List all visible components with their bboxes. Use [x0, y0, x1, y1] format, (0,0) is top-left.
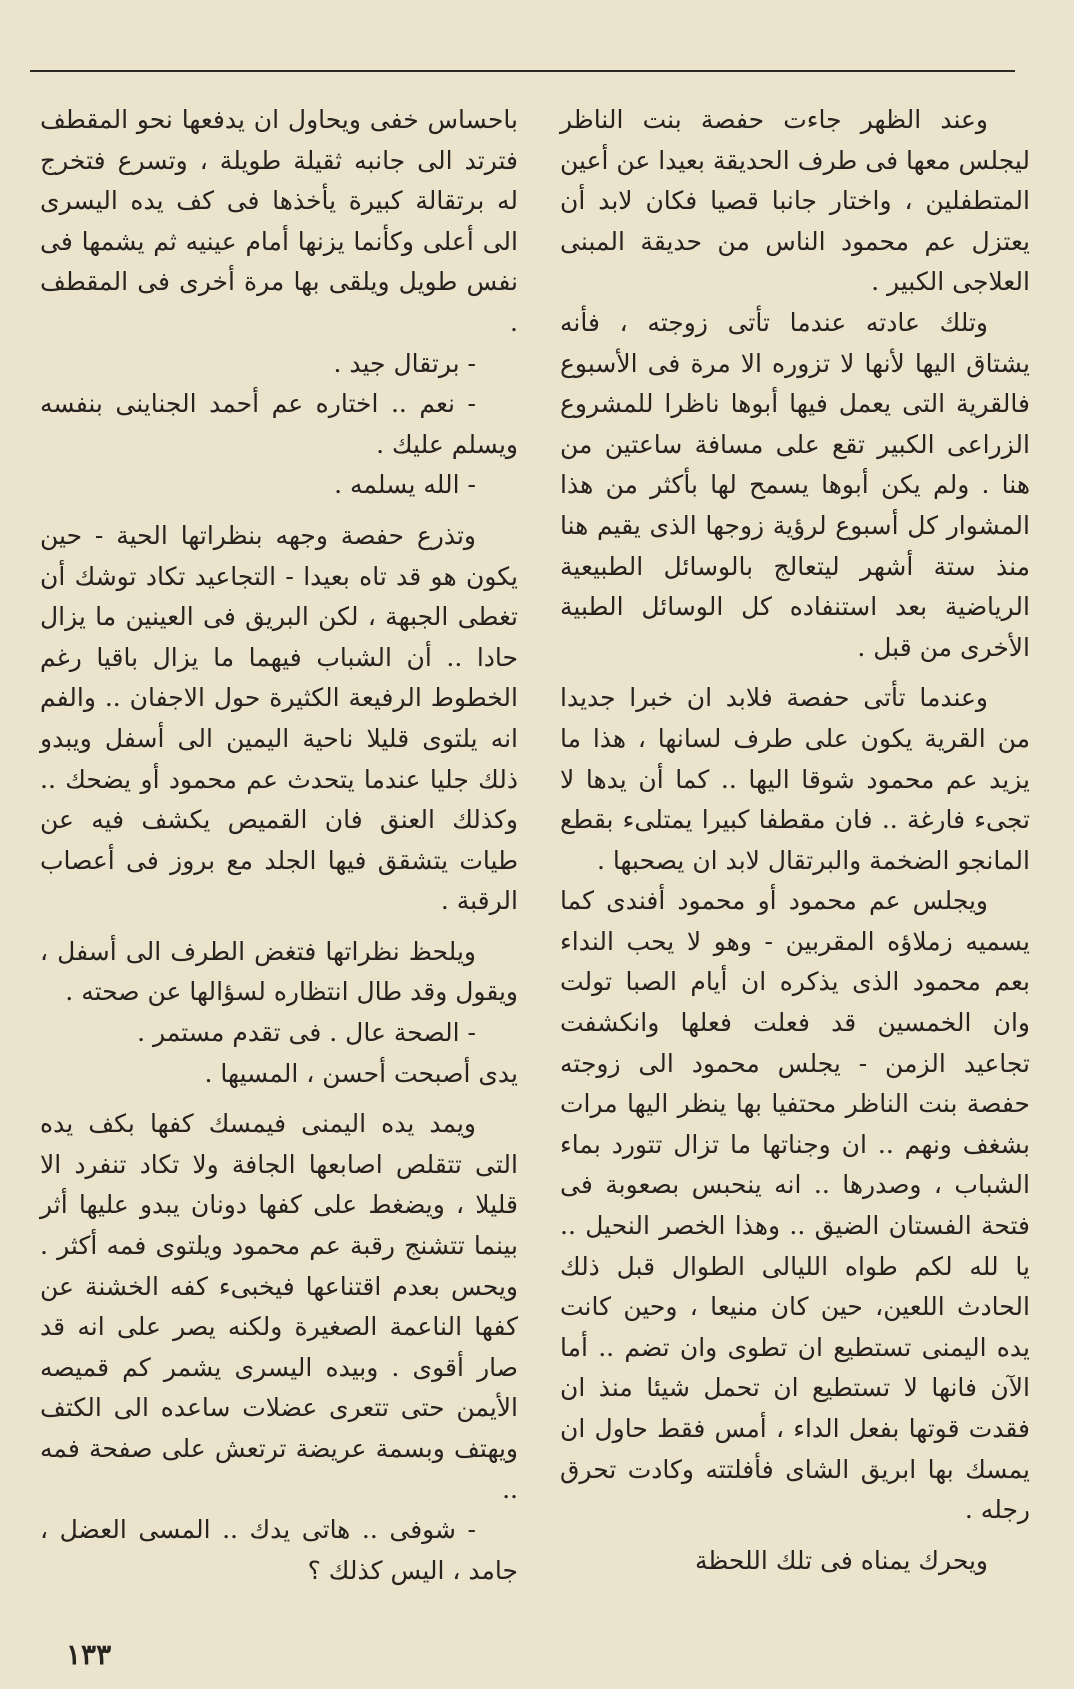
paragraph: وتلك عادته عندما تأتى زوجته ، فأنه يشتاق اليها لأنها لا تزوره الا مرة فى الأسبوع فالقرية التى يعمل فيها أبوها ناظرا للمشروع الزراعى الكبير تقع على مسافة ساعتين من هنا . ولم يكن أبوها يسمح لها بأكثر من هذا المشوار كل أسبوع لرؤية زوجها الذى يقيم هنا منذ ستة أشهر ليتعالج بالوسائل الطبيعية الرياضية بعد استنفاده كل الوسائل الطبية الأخرى من قبل . [560, 307, 1030, 662]
dialogue-line: يدى أصبحت أحسن ، المسيها . [204, 1058, 518, 1088]
right-column [560, 100, 1030, 1581]
dialogue-line: - الله يسلمه . [334, 470, 476, 500]
left-column [40, 100, 518, 1591]
paragraph: وعند الظهر جاءت حفصة بنت الناظر ليجلس معها فى طرف الحديقة بعيدا عن أعين المتطفلين ، واختار جانبا قصيا فكان لابد أن يعتزل عم محمود الناس من حديقة المبنى العلاجى الكبير . [560, 105, 1030, 297]
paragraph: ويلحظ نظراتها فتغض الطرف الى أسفل ، ويقول وقد طال انتظاره لسؤالها عن صحته . [40, 936, 518, 1007]
paragraph: ويمد يده اليمنى فيمسك كفها بكف يده التى تتقلص اصابعها الجافة ولا تكاد تنفرد الا قليلا ، ويضغط على كفها دونان يبدو عليها أثر بينما تتشنج رقبة عم محمود ويلتوى فمه أكثر . ويحس بعدم اقتناعها فيخبىء كفه الخشنة عن كفها الناعمة الصغيرة ولكنه يصر على انه قد صار أقوى . وبيده اليسرى يشمر كم قميصه الأيمن حتى تتعرى عضلات ساعده الى الكتف ويهتف وبسمة عريضة ترتعش على صفحة فمه .. [40, 1109, 518, 1504]
paragraph: وتذرع حفصة وجهه بنظراتها الحية - حين يكون هو قد تاه بعيدا - التجاعيد تكاد توشك أن تغطى الجبهة ، لكن البريق فى العينين ما يزال حادا .. أن الشباب فيهما ما يزال باقيا رغم الخطوط الرفيعة الكثيرة حول الاجفان .. والفم انه يلتوى قليلا ناحية اليمين الى أسفل ويبدو ذلك جليا عندما يتحدث عم محمود أو يضحك .. وكذلك العنق فان القميص يكشف فيه عن طيات يتشقق فيها الجلد مع بروز فى أعصاب الرقبة . [40, 520, 518, 916]
dialogue-line: - شوفى .. هاتى يدك .. المسى العضل ، جامد ، اليس كذلك ؟ [40, 1515, 518, 1585]
paragraph: وعندما تأتى حفصة فلابد ان خبرا جديدا من القرية يكون على طرف لسانها ، هذا ما يزيد عم محمود شوقا اليها .. كما أن يدها لا تجىء فارغة .. فان مقطفا كبيرا يمتلىء بقطع المانجو الضخمة والبرتقال لابد ان يصحبها . [560, 683, 1030, 875]
dialogue-line: - برتقال جيد . [333, 348, 476, 378]
dialogue-line: - الصحة عال . فى تقدم مستمر . [137, 1018, 476, 1048]
top-rule [30, 70, 1015, 72]
paragraph: باحساس خفى ويحاول ان يدفعها نحو المقطف فترتد الى جانبه ثقيلة طويلة ، وتسرع فتخرج له برتقالة كبيرة يأخذها فى كف يده اليسرى الى أعلى وكأنما يزنها أمام عينيه ثم يشمها فى نفس طويل ويلقى بها مرة أخرى فى المقطف . [40, 105, 518, 337]
paragraph: ويجلس عم محمود أو محمود أفندى كما يسميه زملاؤه المقربين - وهو لا يحب النداء بعم محمود الذى يذكره ان أيام الصبا تولت وان الخمسين قد فعلت فعلها وانكشفت تجاعيد الزمن - يجلس محمود الى زوجته حفصة بنت الناظر محتفيا بها ينظر اليها مرات بشغف ونهم .. ان وجناتها ما تزال تتورد بماء الشباب ، وصدرها .. انه ينحبس بصعوبة فى فتحة الفستان الضيق .. وهذا الخصر النحيل .. يا لله لكم طواه الليالى الطوال قبل ذلك الحادث اللعين، حين كان منيعا ، وحين كانت يده اليمنى تستطيع ان تطوى وان تضم .. أما الآن فانها لا تستطيع ان تحمل شيئا منذ ان فقدت قوتها بفعل الداء ، أمس فقط حاول ان يمسك بها ابريق الشاى فأفلتته وكادت تحرق رجله . [560, 886, 1030, 1525]
paragraph: ويحرك يمناه فى تلك اللحظة [694, 1545, 988, 1575]
page-number: ١٣٣ [66, 1638, 112, 1671]
dialogue-line: - نعم .. اختاره عم أحمد الجناينى بنفسه ويسلم عليك . [40, 389, 518, 459]
